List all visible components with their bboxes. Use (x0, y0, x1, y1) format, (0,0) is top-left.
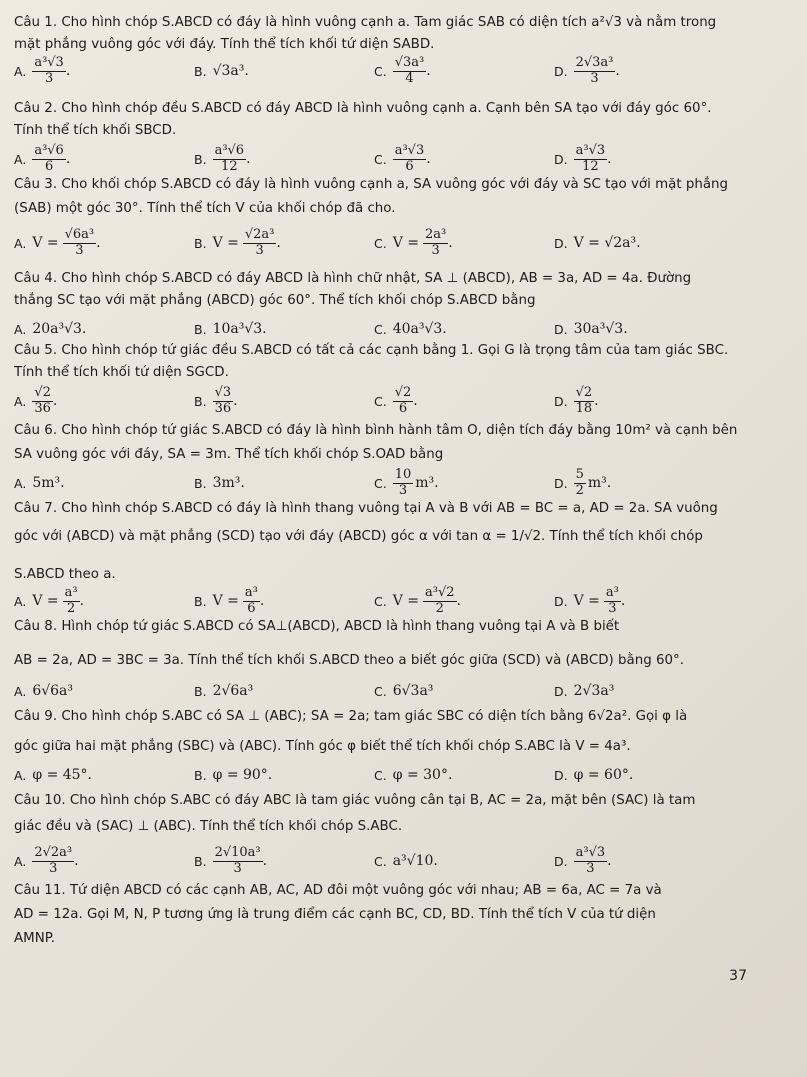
option-a[interactable] (14, 312, 86, 346)
fraction-denominator: 3 (590, 70, 599, 86)
option-text: 6√6a³ (32, 683, 74, 699)
fraction-denominator: 3 (49, 860, 58, 876)
question-6-line-1: Câu 6. Cho hình chóp tứ giác S.ABCD có đáy là hình bình hành tâm O, diện tích đáy bằng 10m² và cạnh bên (14, 423, 738, 438)
option-key: C. (374, 63, 387, 79)
fraction-denominator: 3 (75, 242, 84, 258)
option-key: D. (554, 151, 568, 167)
fraction-denominator: 3 (44, 70, 54, 86)
option-key: A. (14, 393, 27, 409)
option-fraction (213, 386, 234, 417)
option-fraction (393, 144, 427, 175)
option-key: C. (374, 593, 387, 609)
fraction-denominator: 6 (398, 400, 408, 416)
option-key: D. (554, 767, 568, 783)
question-11-line-2: AD = 12a. Gọi M, N, P tương ứng là trung điểm các cạnh BC, CD, BD. Tính thể tích V của tứ diện (14, 907, 656, 922)
option-text: 40a³√3. (392, 321, 447, 337)
option-key: C. (374, 235, 387, 251)
option-key: C. (374, 475, 387, 491)
question-5-options (14, 384, 798, 418)
option-a[interactable] (14, 142, 70, 176)
option-fraction (604, 586, 621, 617)
option-fraction (393, 56, 427, 87)
question-7-line-3: S.ABCD theo a. (14, 567, 116, 582)
option-fraction (63, 586, 80, 617)
option-period: . (594, 393, 599, 409)
option-key: C. (374, 683, 387, 699)
option-key: B. (194, 393, 207, 409)
option-period: . (607, 853, 612, 869)
option-d[interactable] (554, 226, 641, 260)
option-d[interactable] (554, 844, 612, 878)
fraction-denominator: 2 (435, 600, 444, 616)
question-11-line-3: AMNP. (14, 931, 55, 946)
option-period: . (615, 63, 620, 79)
fraction-denominator: 2 (575, 482, 584, 498)
option-d[interactable] (554, 384, 599, 418)
option-c[interactable] (374, 312, 447, 346)
option-period: . (259, 593, 265, 609)
question-10-line-1: Câu 10. Cho hình chóp S.ABC có đáy ABC là tam giác vuông cân tại B, AC = 2a, mặt bên (SAC) là tam (14, 793, 696, 808)
option-b[interactable] (194, 466, 245, 500)
option-b[interactable] (194, 384, 238, 418)
fraction-numerator: 5 (575, 466, 584, 482)
fraction-denominator: 12 (221, 158, 238, 174)
option-b[interactable] (194, 54, 249, 88)
option-key: C. (374, 767, 387, 783)
option-text: 5m³. (32, 475, 65, 491)
option-fraction (32, 846, 74, 877)
fraction-numerator: 2√3a³ (575, 54, 614, 70)
option-text: 2√6a³ (212, 683, 254, 699)
option-key: D. (554, 63, 568, 79)
question-10-line-2: giác đều và (SAC) ⊥ (ABC). Tính thể tích khối chóp S.ABC. (14, 819, 403, 834)
option-key: D. (554, 393, 568, 409)
option-key: B. (194, 321, 207, 337)
fraction-numerator: a³√6 (34, 142, 64, 158)
option-key: A. (14, 767, 27, 783)
question-7-options (14, 584, 798, 618)
question-2-line-1: Câu 2. Cho hình chóp đều S.ABCD có đáy ABCD là hình vuông cạnh a. Cạnh bên SA tạo với đáy góc 60°. (14, 101, 712, 116)
question-2-options (14, 142, 798, 176)
option-key: B. (194, 235, 207, 251)
option-fraction (243, 228, 277, 259)
option-b[interactable] (194, 142, 251, 176)
option-period: . (276, 235, 281, 251)
option-text: 30a³√3. (573, 321, 628, 337)
page-number: 37 (729, 968, 747, 984)
question-7-line-1: Câu 7. Cho hình chóp S.ABCD có đáy là hình thang vuông tại A và B với AB = BC = a, AD = 2a. SA vuông (14, 501, 718, 516)
option-key: D. (554, 593, 568, 609)
option-fraction (423, 586, 457, 617)
fraction-denominator: 36 (214, 400, 232, 416)
option-key: B. (194, 475, 207, 491)
option-text: φ = 30°. (392, 767, 453, 783)
fraction-numerator: a³√6 (214, 142, 245, 158)
fraction-denominator: 3 (255, 242, 264, 258)
option-suffix: m³. (415, 475, 439, 491)
fraction-numerator: a³√3 (575, 142, 606, 158)
option-fraction (32, 386, 53, 417)
option-d[interactable] (554, 466, 611, 500)
option-period: . (607, 151, 612, 167)
option-period: . (620, 593, 626, 609)
option-a[interactable] (14, 384, 57, 418)
option-c[interactable] (374, 674, 433, 708)
option-prefix: V = (32, 235, 59, 251)
option-c[interactable] (374, 54, 431, 88)
option-text: φ = 45°. (32, 767, 93, 783)
option-key: D. (554, 853, 568, 869)
option-text: 3m³. (212, 475, 245, 491)
fraction-numerator: 2a³ (425, 226, 447, 242)
option-period: . (426, 151, 431, 167)
option-fraction (32, 56, 66, 87)
option-period: . (262, 853, 268, 869)
fraction-denominator: 12 (582, 158, 599, 174)
question-3-line-2: (SAB) một góc 30°. Tính thể tích V của khối chóp đã cho. (14, 201, 396, 216)
option-period: . (233, 393, 238, 409)
option-c[interactable] (374, 226, 453, 260)
option-fraction (393, 386, 414, 417)
fraction-numerator: a³√3 (394, 142, 425, 158)
option-c[interactable] (374, 142, 431, 176)
option-key: B. (194, 767, 207, 783)
option-period: . (65, 151, 71, 167)
option-text: φ = 60°. (573, 767, 634, 783)
fraction-numerator: √2a³ (244, 226, 275, 242)
question-4-options (14, 312, 798, 346)
option-fraction (574, 386, 595, 417)
option-text: φ = 90°. (212, 767, 273, 783)
option-prefix: V = (212, 593, 239, 609)
option-key: C. (374, 853, 387, 869)
option-period: . (79, 593, 85, 609)
option-key: C. (374, 321, 387, 337)
option-suffix: m³. (587, 475, 612, 491)
question-5-line-1: Câu 5. Cho hình chóp tứ giác đều S.ABCD có tất cả các cạnh bằng 1. Gọi G là trọng tâm của tam giác SBC. (14, 343, 729, 358)
fraction-numerator: √2 (394, 384, 412, 400)
option-key: A. (14, 151, 27, 167)
option-a[interactable] (14, 54, 70, 88)
fraction-numerator: a³√3 (34, 54, 64, 70)
fraction-denominator: 6 (44, 158, 54, 174)
fraction-numerator: a³√2 (425, 584, 455, 600)
question-9-line-2: góc giữa hai mặt phẳng (SBC) và (ABC). Tính góc φ biết thể tích khối chóp S.ABC là V = 4a³. (14, 739, 631, 754)
question-6-options (14, 466, 798, 500)
option-prefix: V = (32, 593, 59, 609)
option-d[interactable] (554, 142, 612, 176)
question-8-line-1: Câu 8. Hình chóp tứ giác S.ABCD có SA⊥(ABCD), ABCD là hình thang vuông tại A và B biết (14, 619, 620, 634)
fraction-numerator: √6a³ (64, 226, 95, 242)
option-b[interactable] (194, 584, 264, 618)
option-b[interactable] (194, 312, 267, 346)
option-c[interactable] (374, 466, 439, 500)
option-key: B. (194, 151, 207, 167)
option-text: 6√3a³ (392, 683, 434, 699)
option-a[interactable] (14, 758, 92, 792)
option-b[interactable] (194, 226, 281, 260)
option-period: . (74, 853, 79, 869)
fraction-denominator: 18 (575, 400, 593, 416)
question-11-line-1: Câu 11. Tứ diện ABCD có các cạnh AB, AC, AD đôi một vuông góc với nhau; AB = 6a, AC = 7a và (14, 883, 662, 898)
fraction-denominator: 3 (233, 860, 242, 876)
option-text: 10a³√3. (212, 321, 267, 337)
option-fraction (213, 846, 263, 877)
option-b[interactable] (194, 674, 253, 708)
option-key: B. (194, 853, 207, 869)
option-prefix: V = (573, 593, 600, 609)
fraction-denominator: 6 (405, 158, 414, 174)
fraction-denominator: 4 (405, 70, 414, 86)
fraction-numerator: a³ (605, 584, 619, 600)
option-c[interactable] (374, 758, 452, 792)
fraction-numerator: √2 (575, 384, 593, 400)
option-period: . (246, 151, 251, 167)
fraction-denominator: 6 (247, 600, 256, 616)
option-a[interactable] (14, 844, 79, 878)
question-2-line-2: Tính thể tích khối SBCD. (14, 123, 177, 138)
fraction-numerator: √3 (214, 384, 232, 400)
option-prefix: V = (212, 235, 239, 251)
option-period: . (456, 593, 461, 609)
option-d[interactable] (554, 758, 633, 792)
option-key: A. (14, 63, 27, 79)
question-4-line-2: thẳng SC tạo với mặt phẳng (ABCD) góc 60°. Thể tích khối chóp S.ABCD bằng (14, 293, 536, 308)
option-key: A. (14, 235, 27, 251)
question-3-line-1: Câu 3. Cho khối chóp S.ABCD có đáy là hình vuông cạnh a, SA vuông góc với đáy và SC tạo với mặt phẳng (14, 177, 729, 192)
option-c[interactable] (374, 844, 438, 878)
option-key: B. (194, 593, 207, 609)
question-1-line-1: Câu 1. Cho hình chóp S.ABCD có đáy là hình vuông cạnh a. Tam giác SAB có diện tích a²√3 và nằm trong (14, 15, 717, 30)
question-1-line-2: mặt phẳng vuông góc với đáy. Tính thể tích khối tứ diện SABD. (14, 37, 435, 52)
option-c[interactable] (374, 584, 461, 618)
option-key: C. (374, 151, 387, 167)
option-fraction (574, 56, 616, 87)
option-text: 2√3a³ (573, 683, 615, 699)
fraction-denominator: 3 (608, 600, 617, 616)
question-9-line-1: Câu 9. Cho hình chóp S.ABC có SA ⊥ (ABC); SA = 2a; tam giác SBC có diện tích bằng 6√2a². Gọi φ là (14, 709, 688, 724)
question-5-line-2: Tính thể tích khối tứ diện SGCD. (14, 365, 229, 380)
option-fraction (574, 846, 608, 877)
option-period: . (52, 393, 58, 409)
fraction-denominator: 3 (586, 860, 595, 876)
option-period: . (96, 235, 101, 251)
option-a[interactable] (14, 226, 101, 260)
option-fraction (423, 228, 448, 259)
option-d[interactable] (554, 312, 628, 346)
option-period: . (413, 393, 418, 409)
question-4-line-1: Câu 4. Cho hình chóp S.ABCD có đáy ABCD là hình chữ nhật, SA ⊥ (ABCD), AB = 3a, AD = 4a. Đường (14, 271, 692, 286)
fraction-numerator: 10 (394, 466, 412, 482)
option-d[interactable] (554, 584, 625, 618)
option-fraction (393, 468, 414, 499)
option-key: A. (14, 321, 27, 337)
option-period: . (65, 63, 71, 79)
fraction-numerator: a³ (244, 584, 258, 600)
option-key: D. (554, 321, 568, 337)
fraction-numerator: √3a³ (394, 54, 425, 70)
question-8-line-2: AB = 2a, AD = 3BC = 3a. Tính thể tích khối S.ABCD theo a biết góc giữa (SCD) và (ABCD) bằng 60°. (14, 653, 684, 668)
question-1-options (14, 54, 798, 88)
option-period: . (426, 63, 431, 79)
option-prefix: V = (392, 593, 419, 609)
option-key: B. (194, 63, 207, 79)
option-fraction (63, 228, 97, 259)
option-a[interactable] (14, 674, 73, 708)
option-key: A. (14, 593, 27, 609)
option-text: √3a³. (212, 63, 249, 79)
option-text: 20a³√3. (32, 321, 87, 337)
fraction-denominator: 2 (66, 600, 76, 616)
question-3-options (14, 226, 798, 260)
option-key: A. (14, 683, 27, 699)
option-period: . (448, 235, 453, 251)
option-b[interactable] (194, 844, 267, 878)
option-key: A. (14, 853, 27, 869)
option-text: a³√10. (392, 853, 438, 869)
option-key: D. (554, 235, 568, 251)
option-b[interactable] (194, 758, 272, 792)
fraction-denominator: 36 (34, 400, 51, 416)
option-key: C. (374, 393, 387, 409)
question-10-options (14, 844, 798, 878)
fraction-denominator: 3 (398, 482, 408, 498)
option-key: A. (14, 475, 27, 491)
option-d[interactable] (554, 54, 620, 88)
option-prefix: V = (392, 235, 419, 251)
option-fraction (243, 586, 260, 617)
question-7-line-2: góc với (ABCD) và mặt phẳng (SCD) tạo với đáy (ABCD) góc α với tan α = 1/√2. Tính thể tích khối chóp (14, 529, 703, 544)
option-fraction (213, 144, 247, 175)
question-6-line-2: SA vuông góc với đáy, SA = 3m. Thể tích khối chóp S.OAD bằng (14, 447, 444, 462)
option-fraction (574, 468, 586, 499)
question-9-options (14, 758, 798, 792)
option-key: D. (554, 475, 568, 491)
option-fraction (574, 144, 608, 175)
option-a[interactable] (14, 466, 65, 500)
option-key: B. (194, 683, 207, 699)
fraction-denominator: 3 (431, 242, 440, 258)
option-fraction (32, 144, 66, 175)
question-8-options (14, 674, 798, 708)
fraction-numerator: a³ (64, 584, 78, 600)
option-d[interactable] (554, 674, 614, 708)
option-a[interactable] (14, 584, 84, 618)
fraction-numerator: 2√2a³ (34, 844, 73, 860)
fraction-numerator: 2√10a³ (214, 844, 261, 860)
fraction-numerator: √2 (34, 384, 51, 400)
option-c[interactable] (374, 384, 418, 418)
fraction-numerator: a³√3 (575, 844, 606, 860)
option-text: V = √2a³. (573, 235, 641, 251)
option-key: D. (554, 683, 568, 699)
